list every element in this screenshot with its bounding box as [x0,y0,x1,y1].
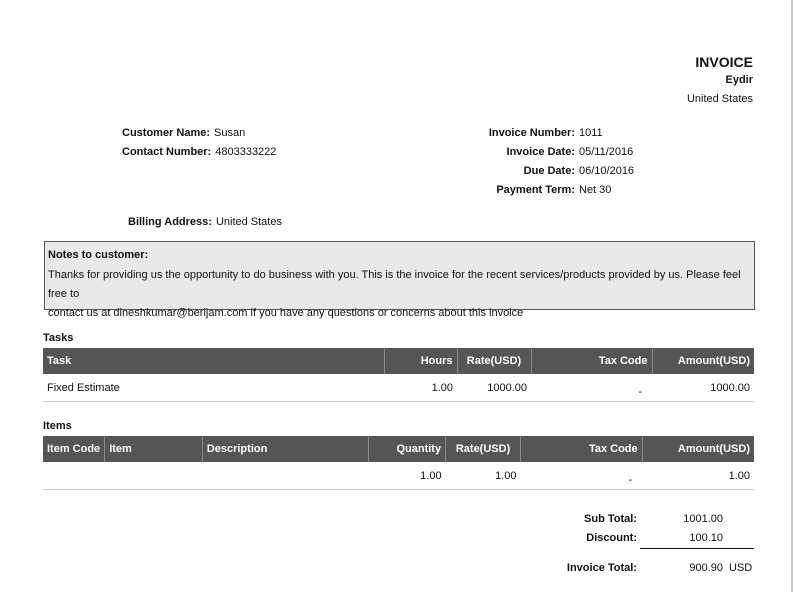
tasks-header-row [43,348,754,374]
hours-cell: 1.00 [384,374,457,402]
invoice-date-row [484,143,634,162]
discount-value: 100.10 [689,532,723,544]
tasks-section-title: Tasks [43,332,74,344]
tax-code-column-header: Tax Code [531,348,652,374]
subtotal-label: Sub Total: [584,513,637,525]
company-country: United States [686,93,753,105]
notes-line-1: Thanks for providing us the opportunity to do business with you. This is the invoice for the recent services/products provided by us. Please feel free to [48,269,741,300]
item-column-header: Item [105,436,203,462]
customer-name-row [122,124,276,143]
description-cell [202,462,368,490]
totals-divider [640,548,754,549]
invoice-date-value: 05/11/2016 [579,146,634,158]
quantity-cell: 1.00 [369,462,446,490]
items-section-title: Items [43,420,72,432]
totals-block [560,510,755,578]
item-code-column-header: Item Code [43,436,105,462]
contact-number-row [122,143,276,162]
payment-term-value: Net 30 [579,184,612,196]
invoice-title: INVOICE [695,54,753,70]
subtotal-value: 1001.00 [683,513,723,525]
billing-address-row [128,213,282,232]
invoice-date-label: Invoice Date: [506,146,575,158]
invoice-total-label: Invoice Total: [566,562,637,574]
invoice-number-label: Invoice Number: [488,127,575,139]
notes-line-2: contact us at dineshkumar@berijam.com if you have any questions or concerns about this invoice [48,307,524,319]
billing-address-value: United States [215,216,282,228]
due-date-value: 06/10/2016 [579,165,635,177]
invoice-total-value: 900.90 [689,562,723,574]
amount-cell: 1000.00 [652,374,754,402]
table-row [43,374,754,402]
discount-label: Discount: [586,532,637,544]
item-cell [105,462,203,490]
rate-cell: 1000.00 [457,374,531,402]
notes-to-customer [44,241,755,319]
tax-code-cell: - [531,374,652,402]
hours-column-header: Hours [384,348,457,374]
item-code-cell [43,462,105,490]
amount-column-header: Amount(USD) [652,348,754,374]
item-rate-column-header: Rate(USD) [446,436,521,462]
item-tax-code-column-header: Tax Code [521,436,643,462]
customer-name-value: Susan [214,127,246,139]
notes-title: Notes to customer: [48,249,149,261]
due-date-label: Due Date: [523,165,575,177]
customer-info [122,124,276,162]
invoice-info [484,124,634,200]
contact-number-label: Contact Number: [122,146,212,158]
payment-term-row [484,181,634,200]
item-amount-column-header: Amount(USD) [642,436,754,462]
company-name: Eydir [725,74,753,86]
item-amount-cell: 1.00 [642,462,754,490]
item-rate-cell: 1.00 [446,462,521,490]
items-header-row [43,436,754,462]
invoice-total-currency: USD [729,562,753,574]
quantity-column-header: Quantity [369,436,446,462]
items-table [43,436,754,490]
subtotal-row [560,510,755,529]
task-cell: Fixed Estimate [43,374,384,402]
description-column-header: Description [202,436,368,462]
billing-address-label: Billing Address: [128,216,212,228]
discount-row [560,529,755,548]
customer-name-label: Customer Name: [122,127,211,139]
payment-term-label: Payment Term: [496,184,575,196]
due-date-row [484,162,634,181]
billing-address [128,213,282,232]
tasks-table [43,348,754,402]
company-header [687,54,753,109]
invoice-total-row [560,559,755,578]
invoice-number-value: 1011 [579,127,603,139]
invoice-number-row [484,124,634,143]
contact-number-value: 4803333222 [215,146,277,158]
table-row [43,462,754,490]
item-tax-code-cell: - [521,462,643,490]
rate-column-header: Rate(USD) [457,348,531,374]
task-column-header: Task [43,348,384,374]
